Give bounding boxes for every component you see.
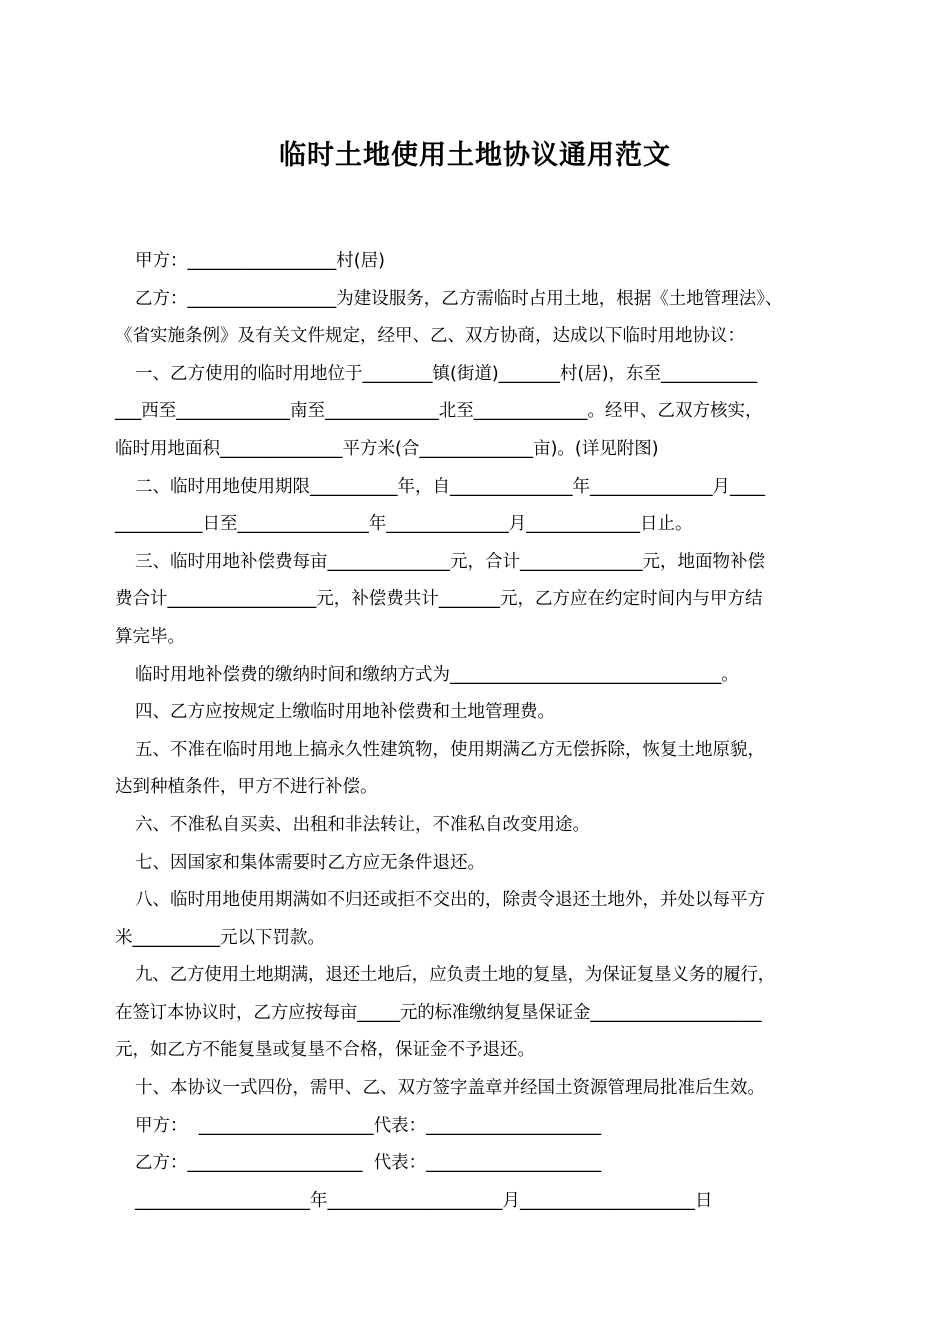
- clause-5-line: 五、不准在临时用地上搞永久性建筑物，使用期满乙方无偿拆除，恢复土地原貌，: [135, 739, 765, 760]
- clause-1-line: 一、乙方使用的临时用地位于________镇(街道)_______村(居)，东至___________: [135, 363, 758, 384]
- clause-10-line: 十、本协议一式四份，需甲、乙、双方签字盖章并经国土资源管理局批准后生效。: [135, 1078, 765, 1099]
- body-line: 元，如乙方不能复垦或复垦不合格，保证金不予退还。: [115, 1040, 535, 1061]
- body-line: 米__________元以下罚款。: [115, 927, 325, 948]
- clause-9-line: 九、乙方使用土地期满，退还土地后，应负责土地的复垦，为保证复垦义务的履行，: [135, 965, 776, 986]
- body-line: __________日至_______________年______________月_____________日止。: [115, 514, 693, 535]
- body-line: 在签订本协议时，乙方应按每亩_____元的标准缴纳复垦保证金____________________: [115, 1002, 762, 1023]
- body-line: ___西至_____________南至_____________北至_____________。经甲、乙双方核实，: [115, 401, 763, 422]
- body-line: 《省实施条例》及有关文件规定，经甲、乙、双方协商，达成以下临时用地协议：: [115, 326, 745, 347]
- party-b-line: 乙方：_________________为建设服务，乙方需临时占用土地，根据《土地管理法》、: [135, 288, 783, 309]
- body-line: 费合计_________________元，补偿费共计_______元，乙方应在约定时间内与甲方结: [115, 589, 763, 610]
- document-title: 临时土地使用土地协议通用范文: [279, 140, 671, 171]
- signature-party-a-line: 甲方： ____________________代表：____________________: [135, 1115, 602, 1136]
- clause-4-line: 四、乙方应按规定上缴临时用地补偿费和土地管理费。: [135, 702, 555, 723]
- signature-date-line: ____________________年____________________月____________________日: [135, 1190, 713, 1211]
- clause-8-line: 八、临时用地使用期满如不归还或拒不交出的，除责令退还土地外，并处以每平方: [135, 890, 765, 911]
- party-a-line: 甲方：_________________村(居): [135, 251, 385, 271]
- body-line: 临时用地面积______________平方米(合_____________亩)。(详见附图): [115, 438, 659, 459]
- clause-7-line: 七、因国家和集体需要时乙方应无条件退还。: [135, 852, 485, 873]
- clause-3-line: 三、临时用地补偿费每亩______________元，合计______________元，地面物补偿: [135, 551, 765, 572]
- clause-6-line: 六、不准私自买卖、出租和非法转让，不准私自改变用途。: [135, 814, 590, 835]
- body-line: 算完毕。: [115, 626, 185, 647]
- body-line: 达到种植条件，甲方不进行补偿。: [115, 777, 378, 798]
- payment-method-line: 临时用地补偿费的缴纳时间和缴纳方式为_______________________________。: [135, 664, 739, 685]
- signature-party-b-line: 乙方：____________________ 代表：____________________: [135, 1153, 602, 1174]
- document-body: [115, 243, 851, 1220]
- clause-2-line: 二、临时用地使用期限__________年，自______________年______________月____: [135, 476, 765, 497]
